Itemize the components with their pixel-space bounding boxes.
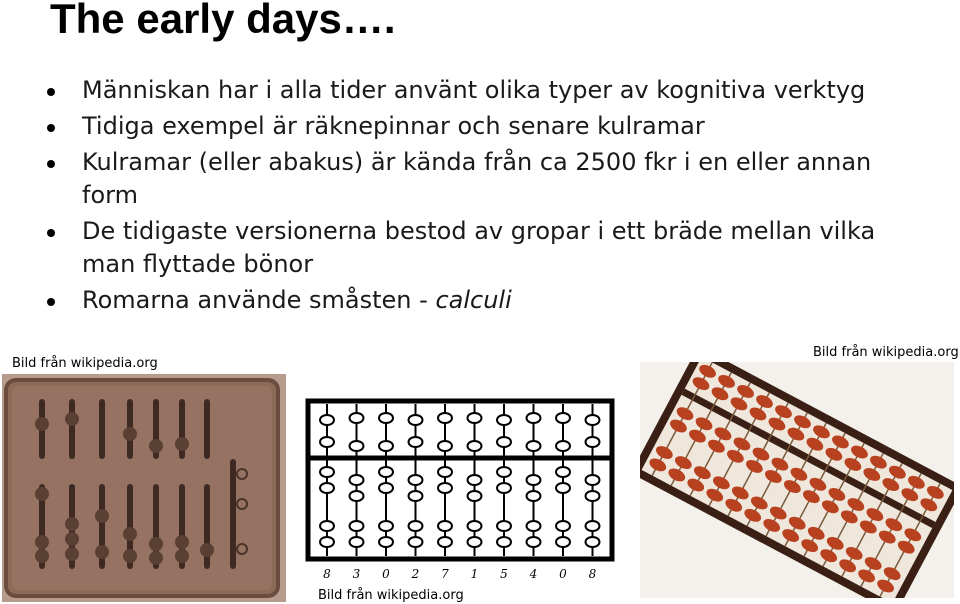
roman-abacus-image [2, 374, 286, 602]
chinese-abacus-image [640, 362, 954, 598]
svg-text:5: 5 [500, 567, 508, 581]
bullet-list [0, 74, 960, 320]
bullet-item: Människan har i alla tider använt olika typer av kognitiva verktyg [0, 74, 932, 107]
svg-text:0: 0 [559, 567, 567, 581]
svg-text:0: 0 [382, 567, 390, 581]
svg-text:8: 8 [323, 567, 331, 581]
bullet-item: De tidigaste versionerna bestod av gropar i ett bräde mellan vilka man flyttade bönor [0, 215, 932, 281]
svg-text:4: 4 [529, 567, 538, 581]
bullet-item: Tidiga exempel är räknepinnar och senare kulramar [0, 110, 932, 143]
slide-title: The early days…. [50, 0, 396, 42]
abacus-drawing-image [305, 398, 615, 584]
bullet-text: Romarna använde småsten - [82, 286, 436, 314]
svg-text:1: 1 [470, 567, 479, 581]
bullet-item: Kulramar (eller abakus) är kända från ca 2500 fkr i en eller annan form [0, 146, 932, 212]
roman-abacus-caption: Bild från wikipedia.org [12, 356, 158, 371]
bullet-item [0, 284, 932, 317]
abacus-drawing-caption: Bild från wikipedia.org [318, 588, 464, 603]
bullet-italic-term: calculi [435, 286, 512, 314]
svg-text:3: 3 [352, 567, 361, 581]
svg-text:7: 7 [441, 567, 449, 581]
svg-text:2: 2 [411, 567, 420, 581]
svg-text:8: 8 [588, 567, 597, 581]
chinese-abacus-caption: Bild från wikipedia.org [813, 345, 959, 360]
